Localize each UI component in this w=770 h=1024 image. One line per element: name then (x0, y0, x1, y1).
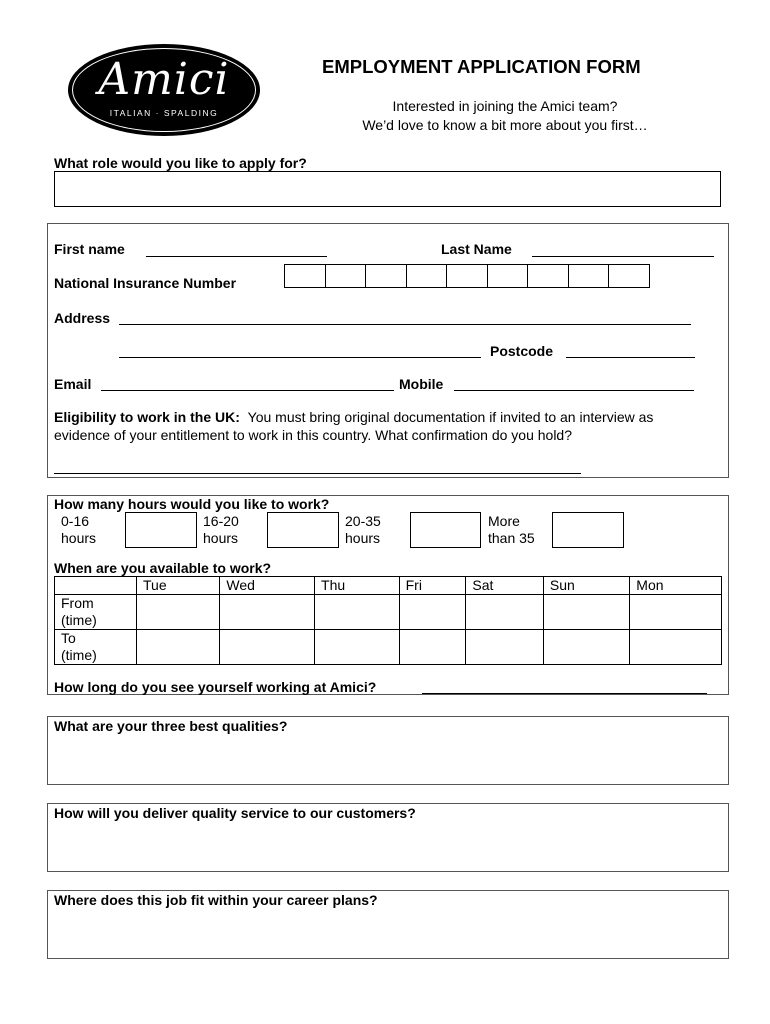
hours-option-0-16 (61, 513, 96, 547)
address-label: Address (54, 310, 111, 326)
qualities-label: What are your three best qualities? (54, 718, 288, 734)
amici-logo (68, 44, 260, 136)
day-header-wed: Wed (220, 577, 315, 595)
availability-table (54, 576, 722, 665)
day-header-mon: Mon (630, 577, 722, 595)
from-time-fri[interactable] (399, 595, 466, 630)
role-input[interactable] (54, 171, 721, 207)
to-time-fri[interactable] (399, 630, 466, 665)
to-time-thu[interactable] (315, 630, 400, 665)
hours-option-20-35 (345, 513, 381, 547)
hours-option-16-20 (203, 513, 239, 547)
hours-option-line: hours (345, 530, 381, 546)
hours-checkbox-16-20[interactable] (267, 512, 339, 548)
availability-row-label-from (55, 595, 137, 630)
to-time-mon[interactable] (630, 630, 722, 665)
to-time-tue[interactable] (137, 630, 220, 665)
postcode-label: Postcode (490, 343, 554, 359)
from-time-tue[interactable] (137, 595, 220, 630)
availability-row-label-to (55, 630, 137, 665)
availability-from-row (55, 595, 722, 630)
from-time-thu[interactable] (315, 595, 400, 630)
service-label: How will you deliver quality service to our customers? (54, 805, 416, 821)
to-time-sat[interactable] (466, 630, 543, 665)
availability-to-row (55, 630, 722, 665)
duration-field[interactable] (422, 693, 707, 694)
intro-line-1: Interested in joining the Amici team? (392, 98, 618, 114)
ni-box[interactable] (568, 264, 610, 288)
availability-corner-cell (55, 577, 137, 595)
from-time-sat[interactable] (466, 595, 543, 630)
email-field[interactable] (101, 390, 394, 391)
from-time-wed[interactable] (220, 595, 315, 630)
first-name-field[interactable] (146, 256, 327, 257)
hours-option-line: hours (203, 530, 239, 546)
hours-option-line: hours (61, 530, 97, 546)
to-time-wed[interactable] (220, 630, 315, 665)
mobile-field[interactable] (454, 390, 694, 391)
hours-checkbox-20-35[interactable] (410, 512, 481, 548)
hours-checkbox-0-16[interactable] (125, 512, 197, 548)
last-name-field[interactable] (532, 256, 714, 257)
hours-label: How many hours would you like to work? (54, 496, 330, 512)
hours-option-line: than 35 (488, 530, 535, 546)
availability-header-row (55, 577, 722, 595)
ni-box[interactable] (406, 264, 448, 288)
from-time-mon[interactable] (630, 595, 722, 630)
eligibility-answer-field[interactable] (54, 473, 581, 474)
ni-box[interactable] (365, 264, 407, 288)
row-label-line: To (61, 630, 76, 646)
eligibility-label: Eligibility to work in the UK: (54, 409, 240, 425)
hours-option-line: 0-16 (61, 513, 90, 529)
ni-box[interactable] (284, 264, 326, 288)
from-time-sun[interactable] (543, 595, 629, 630)
row-label-line: (time) (61, 612, 97, 628)
logo-word: Amici (98, 54, 230, 105)
hours-option-more-than-35 (488, 513, 535, 547)
day-header-tue: Tue (137, 577, 220, 595)
hours-option-line: 16-20 (203, 513, 239, 529)
hours-option-line: More (488, 513, 520, 529)
day-header-thu: Thu (315, 577, 400, 595)
form-title: EMPLOYMENT APPLICATION FORM (322, 56, 641, 77)
eligibility-line-1 (54, 409, 653, 425)
address-line-1-field[interactable] (119, 324, 691, 325)
duration-label: How long do you see yourself working at Amici? (54, 679, 377, 695)
email-label: Email (54, 376, 92, 392)
role-label: What role would you like to apply for? (54, 155, 307, 171)
ni-box[interactable] (487, 264, 529, 288)
ni-box[interactable] (446, 264, 488, 288)
ni-box[interactable] (608, 264, 650, 288)
ni-number-boxes (285, 264, 650, 288)
day-header-fri: Fri (399, 577, 466, 595)
hours-option-line: 20-35 (345, 513, 381, 529)
ni-box[interactable] (527, 264, 569, 288)
hours-checkbox-more-than-35[interactable] (552, 512, 624, 548)
row-label-line: From (61, 595, 94, 611)
day-header-sun: Sun (543, 577, 629, 595)
intro-line-2: We’d love to know a bit more about you first… (362, 117, 648, 133)
to-time-sun[interactable] (543, 630, 629, 665)
day-header-sat: Sat (466, 577, 543, 595)
first-name-label: First name (54, 241, 125, 257)
eligibility-text-2: evidence of your entitlement to work in this country. What confirmation do you hold? (54, 427, 573, 443)
address-line-2-field[interactable] (119, 357, 481, 358)
postcode-field[interactable] (566, 357, 695, 358)
mobile-label: Mobile (399, 376, 444, 392)
availability-label: When are you available to work? (54, 560, 272, 576)
last-name-label: Last Name (441, 241, 512, 257)
ni-box[interactable] (325, 264, 367, 288)
career-label: Where does this job fit within your career plans? (54, 892, 378, 908)
ni-number-label: National Insurance Number (54, 275, 237, 291)
row-label-line: (time) (61, 647, 97, 663)
eligibility-text-1: You must bring original documentation if invited to an interview as (247, 409, 654, 425)
logo-subtitle: ITALIAN · SPALDING (109, 108, 219, 118)
